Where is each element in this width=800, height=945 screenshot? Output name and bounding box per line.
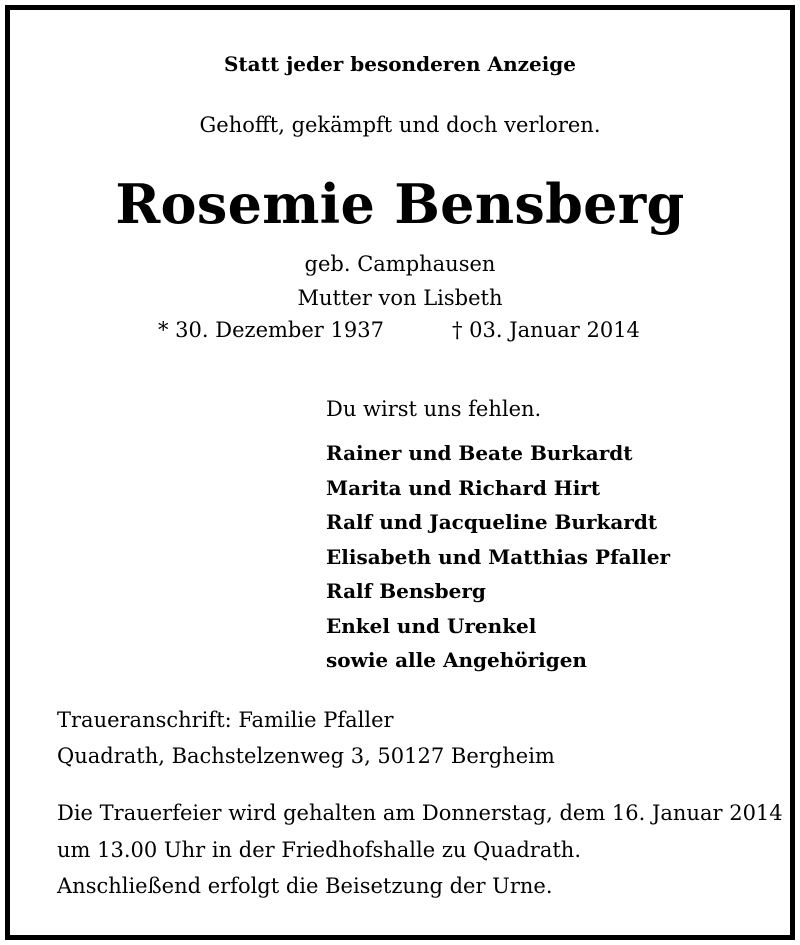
- notice-header: Statt jeder besonderen Anzeige: [223, 52, 577, 76]
- ceremony-line-1: Die Trauerfeier wird gehalten am Donnerstag, dem 16. Januar 2014: [57, 801, 783, 825]
- mourning-address: Quadrath, Bachstelzenweg 3, 50127 Bergheim: [57, 744, 555, 768]
- mourner-item: Ralf und Jacqueline Burkardt: [326, 510, 658, 534]
- mourner-item: Rainer und Beate Burkardt: [326, 441, 633, 465]
- mourning-address-label: Traueranschrift: Familie Pfaller: [57, 708, 394, 732]
- mourner-item: Marita und Richard Hirt: [326, 475, 601, 500]
- relation: Mutter von Lisbeth: [297, 286, 503, 310]
- mourners-list: [326, 438, 670, 680]
- ceremony-line-2: um 13.00 Uhr in der Friedhofshalle zu Quadrath.: [57, 838, 582, 862]
- death-date: † 03. Januar 2014: [452, 318, 640, 342]
- ceremony-line-3: Anschließend erfolgt die Beisetzung der Urne.: [57, 874, 553, 898]
- mourner-item: sowie alle Angehörigen: [326, 648, 587, 672]
- mourner-item: Elisabeth und Matthias Pfaller: [326, 544, 671, 569]
- birth-name: geb. Camphausen: [304, 252, 496, 276]
- farewell-line: Du wirst uns fehlen.: [326, 397, 542, 421]
- mourner-item: Ralf Bensberg: [326, 579, 486, 603]
- motto: Gehofft, gekämpft und doch verloren.: [199, 113, 601, 137]
- mourner-item: Enkel und Urenkel: [326, 613, 537, 638]
- deceased-name: Rosemie Bensberg: [115, 172, 685, 236]
- birth-date: * 30. Dezember 1937: [158, 318, 384, 342]
